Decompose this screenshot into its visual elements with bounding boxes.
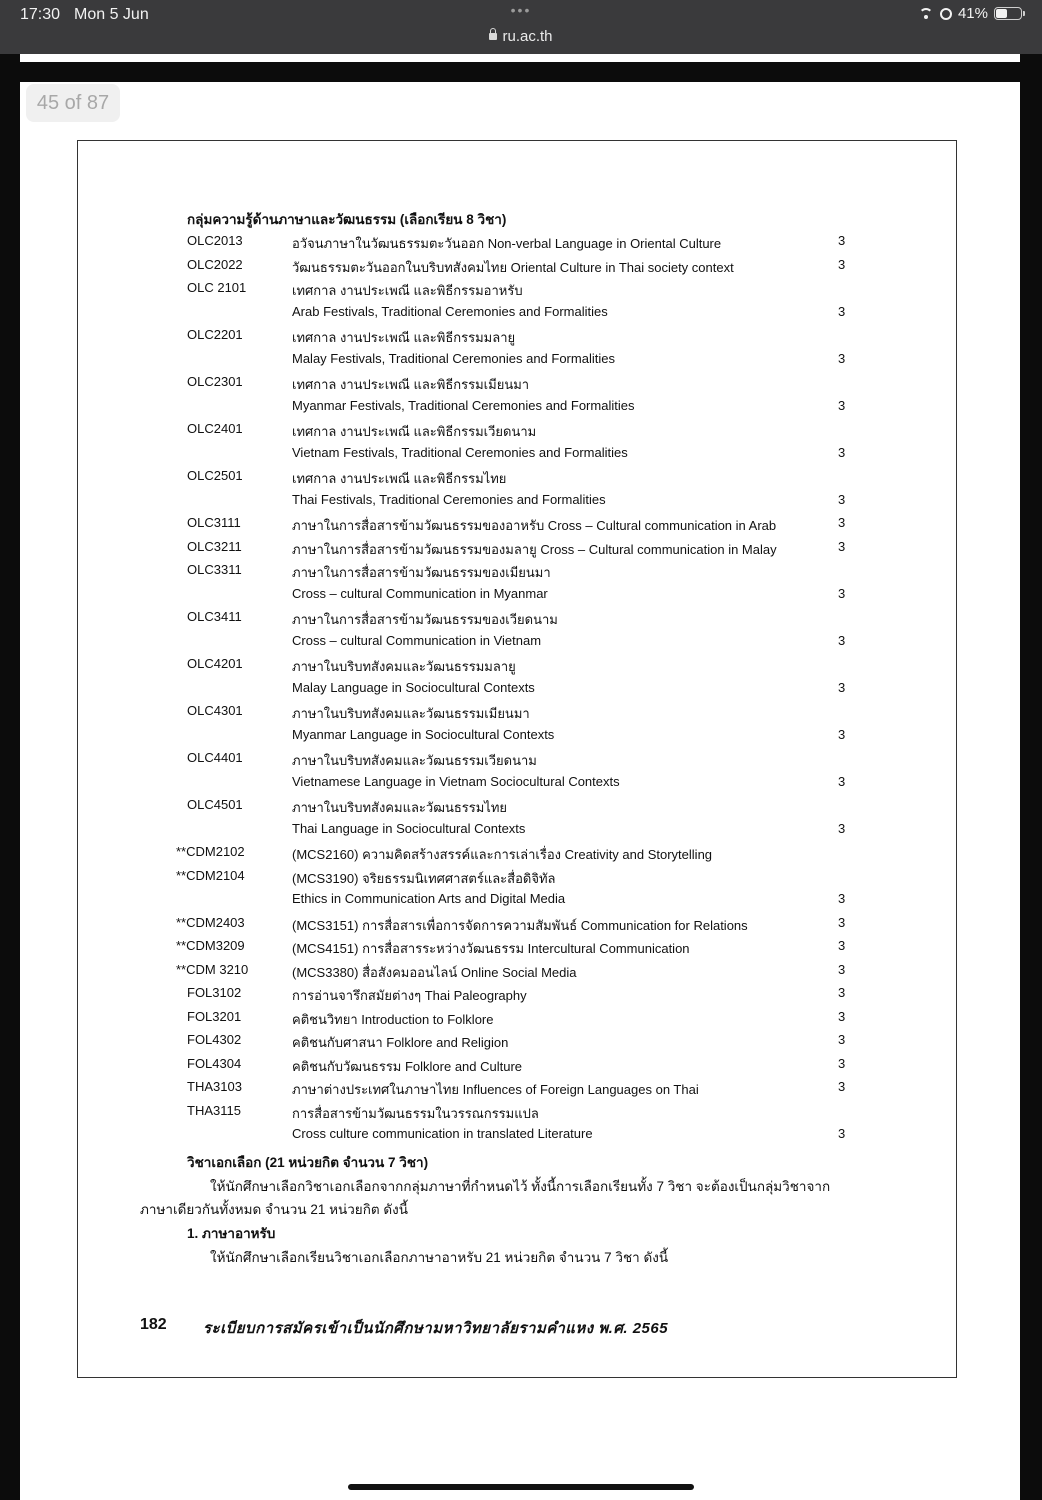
multitask-dots-icon[interactable]: ••• <box>510 2 532 18</box>
course-code: **CDM3209 <box>176 938 245 953</box>
course-credits: 3 <box>838 773 846 789</box>
wifi-icon <box>918 8 934 20</box>
course-credits: 3 <box>838 1126 846 1141</box>
page-indicator: 45 of 87 <box>26 84 120 122</box>
course-code: **CDM2104 <box>176 867 245 883</box>
course-title: เทศกาล งานประเพณี และพิธีกรรมเมียนมา <box>292 377 530 392</box>
arabic-paragraph: ให้นักศึกษาเลือกเรียนวิชาเอกเลือกภาษาอาหรับ 21 หน่วยกิต จำนวน 7 วิชา ดังนี้ <box>210 1250 669 1265</box>
status-date: Mon 5 Jun <box>74 6 149 23</box>
course-title: คติชนกับศาสนา Folklore and Religion <box>292 1035 509 1050</box>
course-code: OLC3411 <box>187 609 242 624</box>
course-code: OLC4201 <box>187 656 243 671</box>
course-credits: 3 <box>838 233 846 248</box>
course-code: **CDM2403 <box>176 914 245 930</box>
course-credits: 3 <box>838 585 846 601</box>
section-heading: กลุ่มความรู้ด้านภาษาและวัฒนธรรม (เลือกเรียน 8 วิชา) <box>187 212 507 227</box>
course-title: Myanmar Festivals, Traditional Ceremonies and Formalities <box>292 397 635 413</box>
course-credits: 3 <box>838 679 846 695</box>
course-title: คติชนกับวัฒนธรรม Folklore and Culture <box>292 1058 523 1074</box>
course-code: OLC3111 <box>187 515 241 530</box>
battery-percent: 41% <box>957 5 988 22</box>
battery-icon <box>994 7 1022 20</box>
course-title: Malay Festivals, Traditional Ceremonies and Formalities <box>292 350 615 366</box>
course-credits: 3 <box>838 303 846 319</box>
course-code: OLC2301 <box>187 374 243 389</box>
course-credits: 3 <box>838 1032 846 1047</box>
course-title: ภาษาในบริบทสังคมและวัฒนธรรมมลายู <box>292 659 516 674</box>
course-credits: 3 <box>838 891 846 906</box>
course-code: FOL4302 <box>187 1032 242 1047</box>
course-credits: 3 <box>838 515 846 530</box>
url-text: ru.ac.th <box>502 28 553 45</box>
course-title: ภาษาในการสื่อสารข้ามวัฒนธรรมของมลายู Cross – Cultural communication in Malay <box>292 541 777 557</box>
course-title: Cross – cultural Communication in Myanmar <box>292 585 548 601</box>
address-bar[interactable] <box>0 28 1042 45</box>
footer-title: ระเบียบการสมัครเข้าเป็นนักศึกษามหาวิทยาลัยรามคำแหง พ.ศ. 2565 <box>203 1320 669 1337</box>
elective-paragraph-line-2: ภาษาเดียวกันทั้งหมด จำนวน 21 หน่วยกิต ดังนี้ <box>140 1202 408 1217</box>
lock-icon <box>489 33 497 40</box>
status-indicators <box>918 5 1022 22</box>
course-code: OLC3311 <box>187 562 242 577</box>
home-indicator[interactable] <box>348 1484 694 1490</box>
course-credits: 3 <box>838 914 846 930</box>
course-code: FOL3201 <box>187 1008 242 1024</box>
course-title: Cross – cultural Communication in Vietnam <box>292 632 542 648</box>
course-title: Malay Language in Sociocultural Contexts <box>292 679 535 695</box>
course-code: THA3103 <box>187 1079 242 1094</box>
arabic-heading: 1. ภาษาอาหรับ <box>187 1226 276 1241</box>
course-code: OLC2013 <box>187 233 243 248</box>
course-code: OLC2501 <box>187 468 243 483</box>
course-credits: 3 <box>838 350 846 366</box>
course-credits: 3 <box>838 726 846 742</box>
status-time: 17:30 <box>20 6 61 23</box>
course-credits: 3 <box>838 938 846 953</box>
course-code: OLC4301 <box>187 703 243 718</box>
course-credits: 3 <box>838 985 846 1000</box>
course-credits: 3 <box>838 820 846 836</box>
course-title: คติชนวิทยา Introduction to Folklore <box>292 1011 494 1027</box>
course-title: วัฒนธรรมตะวันออกในบริบทสังคมไทย Oriental Culture in Thai society context <box>292 259 734 275</box>
course-code: OLC4501 <box>187 797 243 812</box>
course-title: เทศกาล งานประเพณี และพิธีกรรมอาหรับ <box>292 283 523 298</box>
course-title: การอ่านจารึกสมัยต่างๆ Thai Paleography <box>292 988 527 1003</box>
course-code: OLC3211 <box>187 538 242 554</box>
course-credits: 3 <box>838 397 846 413</box>
course-credits: 3 <box>838 1055 846 1071</box>
course-code: OLC2201 <box>187 327 243 342</box>
course-credits: 3 <box>838 491 846 507</box>
course-title: ภาษาในบริบทสังคมและวัฒนธรรมไทย <box>292 800 508 815</box>
course-credits: 3 <box>838 632 846 648</box>
course-title: ภาษาต่างประเทศในภาษาไทย Influences of Foreign Languages on Thai <box>292 1082 699 1097</box>
course-title: Cross culture communication in translated Literature <box>292 1126 593 1141</box>
course-title: อวัจนภาษาในวัฒนธรรมตะวันออก Non-verbal Language in Oriental Culture <box>292 236 722 251</box>
course-title: ภาษาในการสื่อสารข้ามวัฒนธรรมของเมียนมา <box>292 565 551 580</box>
course-title: ภาษาในการสื่อสารข้ามวัฒนธรรมของอาหรับ Cross – Cultural communication in Arab <box>292 518 777 533</box>
course-title: เทศกาล งานประเพณี และพิธีกรรมเวียดนาม <box>292 424 537 439</box>
course-title: Vietnam Festivals, Traditional Ceremonies and Formalities <box>292 444 628 460</box>
toolbar-strip <box>20 54 1020 62</box>
course-code: OLC2022 <box>187 256 243 272</box>
course-title: Myanmar Language in Sociocultural Contexts <box>292 726 555 742</box>
course-credits: 3 <box>838 444 846 460</box>
course-code: OLC2401 <box>187 421 243 436</box>
course-title: เทศกาล งานประเพณี และพิธีกรรมไทย <box>292 471 507 486</box>
elective-paragraph-line-1: ให้นักศึกษาเลือกวิชาเอกเลือกจากกลุ่มภาษาที่กำหนดไว้ ทั้งนี้การเลือกเรียนทั้ง 7 วิชา จะต้องเป็นกลุ่มวิชาจาก <box>210 1179 831 1194</box>
course-title: (MCS3151) การสื่อสารเพื่อการจัดการความสัมพันธ์ Communication for Relations <box>292 917 748 933</box>
course-title: การสื่อสารข้ามวัฒนธรรมในวรรณกรรมแปล <box>292 1105 539 1121</box>
rotation-lock-icon <box>940 8 952 20</box>
course-credits: 3 <box>838 1079 846 1094</box>
course-code: FOL3102 <box>187 985 242 1000</box>
course-title: (MCS3190) จริยธรรมนิเทศศาสตร์และสื่อดิจิทัล <box>292 870 556 886</box>
course-title: ภาษาในบริบทสังคมและวัฒนธรรมเวียดนาม <box>292 753 537 768</box>
course-credits: 3 <box>838 1008 846 1024</box>
course-code: OLC4401 <box>187 750 243 765</box>
course-code: **CDM 3210 <box>176 961 249 977</box>
course-title: (MCS2160) ความคิดสร้างสรรค์และการเล่าเรื่อง Creativity and Storytelling <box>292 847 713 862</box>
course-title: (MCS3380) สื่อสังคมออนไลน์ Online Social Media <box>292 964 577 980</box>
course-code: THA3115 <box>187 1102 241 1118</box>
course-title: ภาษาในบริบทสังคมและวัฒนธรรมเมียนมา <box>292 706 530 721</box>
course-code: OLC 2101 <box>187 280 247 295</box>
course-title: Thai Language in Sociocultural Contexts <box>292 820 526 836</box>
course-code: FOL4304 <box>187 1055 242 1071</box>
course-title: เทศกาล งานประเพณี และพิธีกรรมมลายู <box>292 330 516 345</box>
course-credits: 3 <box>838 538 846 554</box>
course-title: (MCS4151) การสื่อสารระหว่างวัฒนธรรม Intercultural Communication <box>292 941 690 956</box>
elective-heading: วิชาเอกเลือก (21 หน่วยกิต จำนวน 7 วิชา) <box>187 1155 429 1170</box>
course-title: ภาษาในการสื่อสารข้ามวัฒนธรรมของเวียดนาม <box>292 612 558 627</box>
course-title: Arab Festivals, Traditional Ceremonies and Formalities <box>292 303 608 319</box>
course-title: Thai Festivals, Traditional Ceremonies and Formalities <box>292 491 606 507</box>
footer-page-number: 182 <box>140 1316 167 1333</box>
course-credits: 3 <box>838 256 846 272</box>
course-title: Ethics in Communication Arts and Digital Media <box>292 891 566 906</box>
status-bar <box>0 0 1042 54</box>
course-title: Vietnamese Language in Vietnam Sociocultural Contexts <box>292 773 620 789</box>
course-credits: 3 <box>838 961 846 977</box>
course-code: **CDM2102 <box>176 844 245 859</box>
